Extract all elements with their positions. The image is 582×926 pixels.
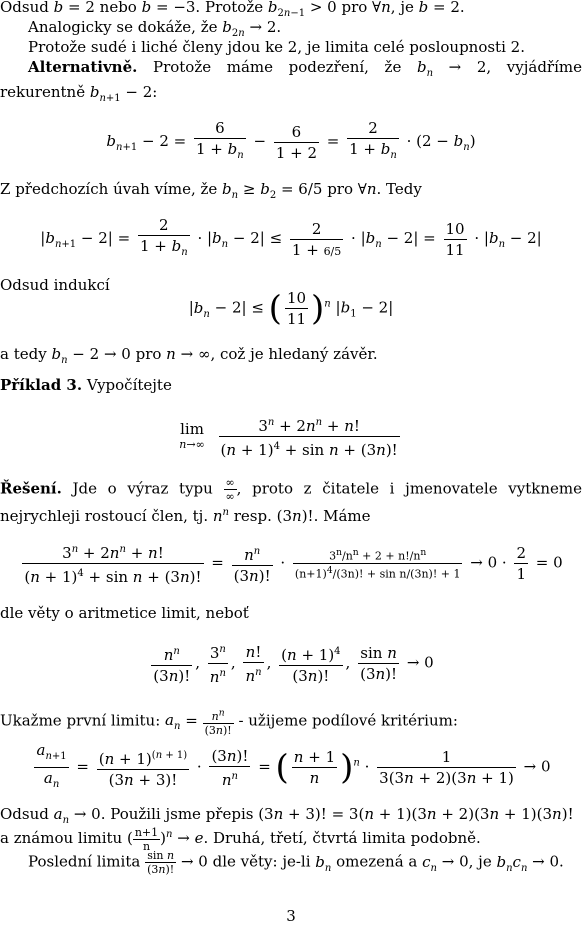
text-line-3: Protože sudé i liché členy jdou ke 2, je limita celé posloupnosti 2. [28, 38, 525, 56]
equation-ratio: $\frac{a_{n+1}}{a_n}$ = $\frac{(n + 1)^{(n + 1)}}{(3n + 3)!}$ · $\frac{(3n)!}{n^n}$ = ( $\frac{n + 1}{n}$ )$^n$ · $\frac{1}{3(3n + 2)(3n + 1)}$ → 0 [36, 741, 551, 790]
equation-estimate: $|b_{n+1} - 2|$ = $\frac{2}{1 + b_n}$ · $|b_n - 2|$ ≤ $\frac{2}{1 + 6/5}$ · $|b_n - 2|$ = $\frac{10}{11}$ · $|b_n - 2|$ [40, 216, 542, 259]
equation-induction: $|b_n - 2|$ ≤ ( $\frac{10}{11}$ )$^n$ $|b_1 - 2|$ [188, 288, 394, 329]
text-last: Poslední limita $\frac{\text{sin n}}{(3n)!}$ → 0 dle věty: je-li $b_n$ omezená a $c_n \to 0$, je $b_nc_n \to 0$. [28, 849, 564, 876]
text-line-1: Odsud b = 2 nebo b = −3. Protože $b_{2n-1} > 0$ pro ∀n, je b = 2. [0, 0, 465, 19]
text-arithmetic: dle věty o aritmetice limit, neboť [0, 604, 249, 622]
example-heading [0, 376, 582, 395]
text-known: a známou limitu ( $\frac{n+1}{n}$ )$^n$ → e. Druhá, třetí, čtvrtá limita podobně. [0, 825, 481, 853]
solution-paragraph: Řešení. Jde o výraz typu $\frac{\infty}{\infty}$ , proto z čitatele i jmenovatele vytkneme nejrychleji rostoucí člen, tj. $n^n$ resp. (3n)!. Máme [0, 476, 582, 525]
example-text: Vypočítejte [86, 376, 172, 394]
text-induction: Odsud indukcí [0, 276, 110, 294]
equation-factor: $\frac{3^n + 2n^n + n!}{(n + 1)^4 + \sin n + (3n)!}$ = $\frac{n^n}{(3n)!}$ · $\frac{3^n/n^n + 2 + n!/n^n}{(n+1)^4/(3n)! + \sin n/(3n)! + 1}$ → 0 · $\frac{2}{1}$ = 0 [0, 540, 582, 587]
text-conclusion: a tedy $b_n - 2 \to 0$ pro n → ∞, což je hledaný závěr. [0, 345, 378, 366]
alternative-label: Alternativně. [28, 58, 138, 76]
solution-label: Řešení. [0, 479, 62, 498]
text-first-limit: Ukažme první limitu: $a_n$ = $\frac{n^n}{(3n)!}$ - užijeme podílové kritérium: [0, 707, 458, 737]
alternative-paragraph: Alternativně. Protože máme podezření, že $b_n \to 2$, vyjádříme rekurentně $b_{n+1} - 2$: [0, 58, 582, 104]
text-used: Odsud $a_n \to 0$. Použili jsme přepis (3n + 3)! = 3(n + 1)(3n + 2)(3n + 1)(3n)! [0, 805, 574, 826]
equation-limit: lim n→∞ $\frac{3^n + 2n^n + n!}{(n + 1)^4 + \sin n + (3n)!}$ [0, 413, 582, 460]
example-label: Příklad 3. [0, 376, 83, 394]
equation-limits-list: $\frac{n^n}{(3n)!}$ , $\frac{3^n}{n^n}$ , $\frac{n!}{n^n}$ , $\frac{(n + 1)^4}{(3n)!}$ , $\frac{\text{sin n}}{(3n)!}$ → 0 [0, 640, 582, 687]
equation-recurrence: $b_{n+1} - 2$ = $\frac{6}{1 + b_n}$ − $\frac{6}{1 + 2}$ = $\frac{2}{1 + b_n}$ · $(2 - b_n)$ [106, 119, 476, 162]
text-previous: Z předchozích úvah víme, že $b_n \ge b_2 = 6/5$ pro ∀n. Tedy [0, 180, 422, 201]
text-line-2: Analogicky se dokáže, že $b_{2n} \to 2$. [28, 18, 282, 39]
page-number: 3 [286, 907, 296, 925]
